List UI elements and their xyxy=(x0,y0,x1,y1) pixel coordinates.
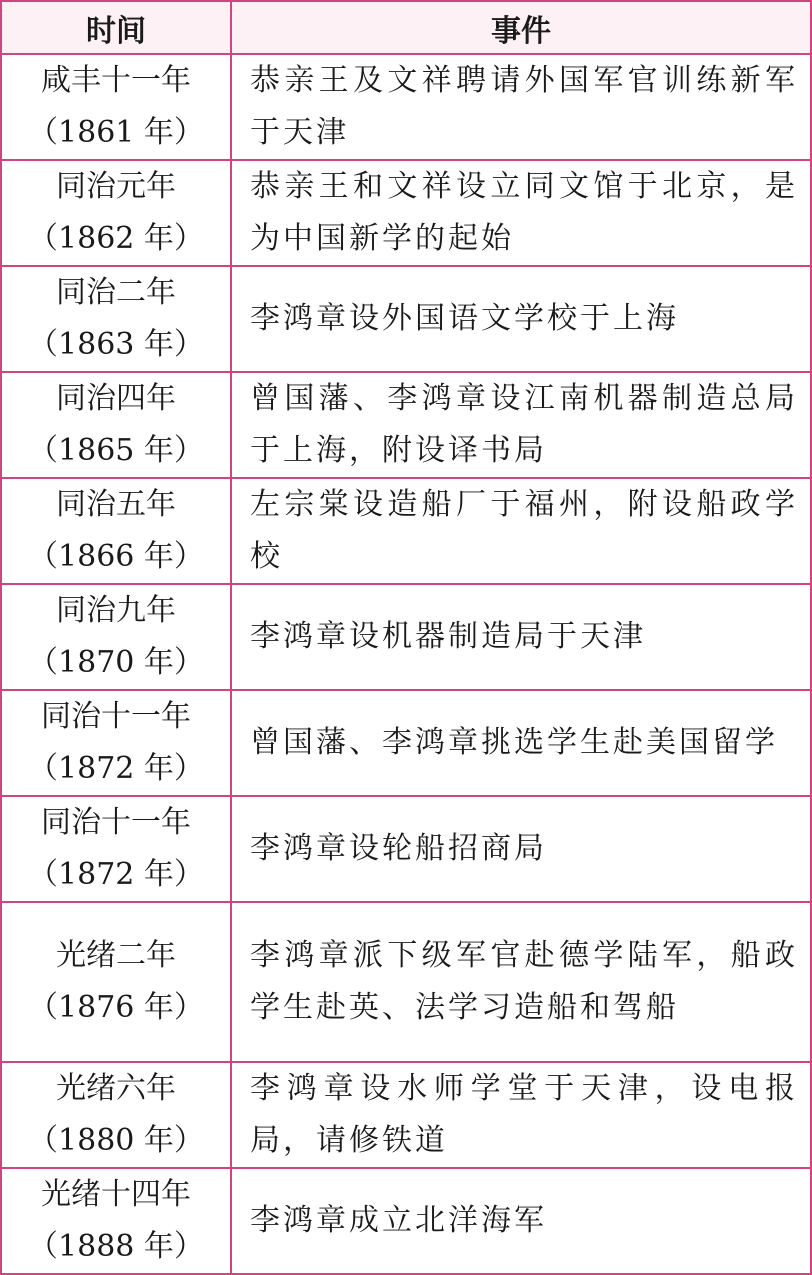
table-row xyxy=(1,690,811,796)
era-name: 同治四年 xyxy=(56,381,176,416)
time-cell xyxy=(1,902,231,1062)
era-name: 同治十一年 xyxy=(41,699,191,734)
table-row xyxy=(1,160,811,266)
gregorian-year: （1872 年） xyxy=(28,751,204,786)
era-name: 光绪六年 xyxy=(56,1071,176,1106)
event-cell: 李鸿章设轮船招商局 xyxy=(231,796,811,902)
era-name: 同治九年 xyxy=(56,593,176,628)
header-time: 时间 xyxy=(1,1,231,54)
gregorian-year: （1865 年） xyxy=(28,433,204,468)
table-row xyxy=(1,796,811,902)
event-cell: 左宗棠设造船厂于福州，附设船政学校 xyxy=(231,478,811,584)
event-cell: 李鸿章设机器制造局于天津 xyxy=(231,584,811,690)
time-cell xyxy=(1,796,231,902)
header-row xyxy=(1,1,811,54)
era-name: 同治十一年 xyxy=(41,805,191,840)
time-cell xyxy=(1,478,231,584)
table-row xyxy=(1,1062,811,1168)
time-cell xyxy=(1,54,231,160)
time-cell xyxy=(1,266,231,372)
gregorian-year: （1861 年） xyxy=(28,115,204,150)
table-row xyxy=(1,266,811,372)
event-cell: 李鸿章设外国语文学校于上海 xyxy=(231,266,811,372)
table-row xyxy=(1,1168,811,1274)
event-cell: 李鸿章成立北洋海军 xyxy=(231,1168,811,1274)
gregorian-year: （1862 年） xyxy=(28,221,204,256)
era-name: 同治元年 xyxy=(56,169,176,204)
time-cell xyxy=(1,690,231,796)
era-name: 同治五年 xyxy=(56,487,176,522)
time-cell xyxy=(1,160,231,266)
table-row xyxy=(1,372,811,478)
gregorian-year: （1863 年） xyxy=(28,327,204,362)
event-cell: 曾国藩、李鸿章设江南机器制造总局于上海，附设译书局 xyxy=(231,372,811,478)
era-name: 光绪十四年 xyxy=(41,1177,191,1212)
table-row xyxy=(1,902,811,1062)
era-name: 咸丰十一年 xyxy=(41,63,191,98)
header-event: 事件 xyxy=(231,1,811,54)
time-cell xyxy=(1,372,231,478)
time-cell xyxy=(1,584,231,690)
event-cell: 恭亲王及文祥聘请外国军官训练新军于天津 xyxy=(231,54,811,160)
gregorian-year: （1888 年） xyxy=(28,1229,204,1264)
time-cell xyxy=(1,1062,231,1168)
table-row xyxy=(1,478,811,584)
era-name: 光绪二年 xyxy=(56,938,176,973)
event-cell: 曾国藩、李鸿章挑选学生赴美国留学 xyxy=(231,690,811,796)
gregorian-year: （1872 年） xyxy=(28,857,204,892)
table-row xyxy=(1,584,811,690)
era-name: 同治二年 xyxy=(56,275,176,310)
gregorian-year: （1866 年） xyxy=(28,539,204,574)
gregorian-year: （1870 年） xyxy=(28,645,204,680)
gregorian-year: （1880 年） xyxy=(28,1123,204,1158)
table-row xyxy=(1,54,811,160)
event-cell: 李鸿章设水师学堂于天津，设电报局，请修铁道 xyxy=(231,1062,811,1168)
event-cell: 恭亲王和文祥设立同文馆于北京，是为中国新学的起始 xyxy=(231,160,811,266)
time-cell xyxy=(1,1168,231,1274)
gregorian-year: （1876 年） xyxy=(28,990,204,1025)
event-cell: 李鸿章派下级军官赴德学陆军，船政学生赴英、法学习造船和驾船 xyxy=(231,902,811,1062)
